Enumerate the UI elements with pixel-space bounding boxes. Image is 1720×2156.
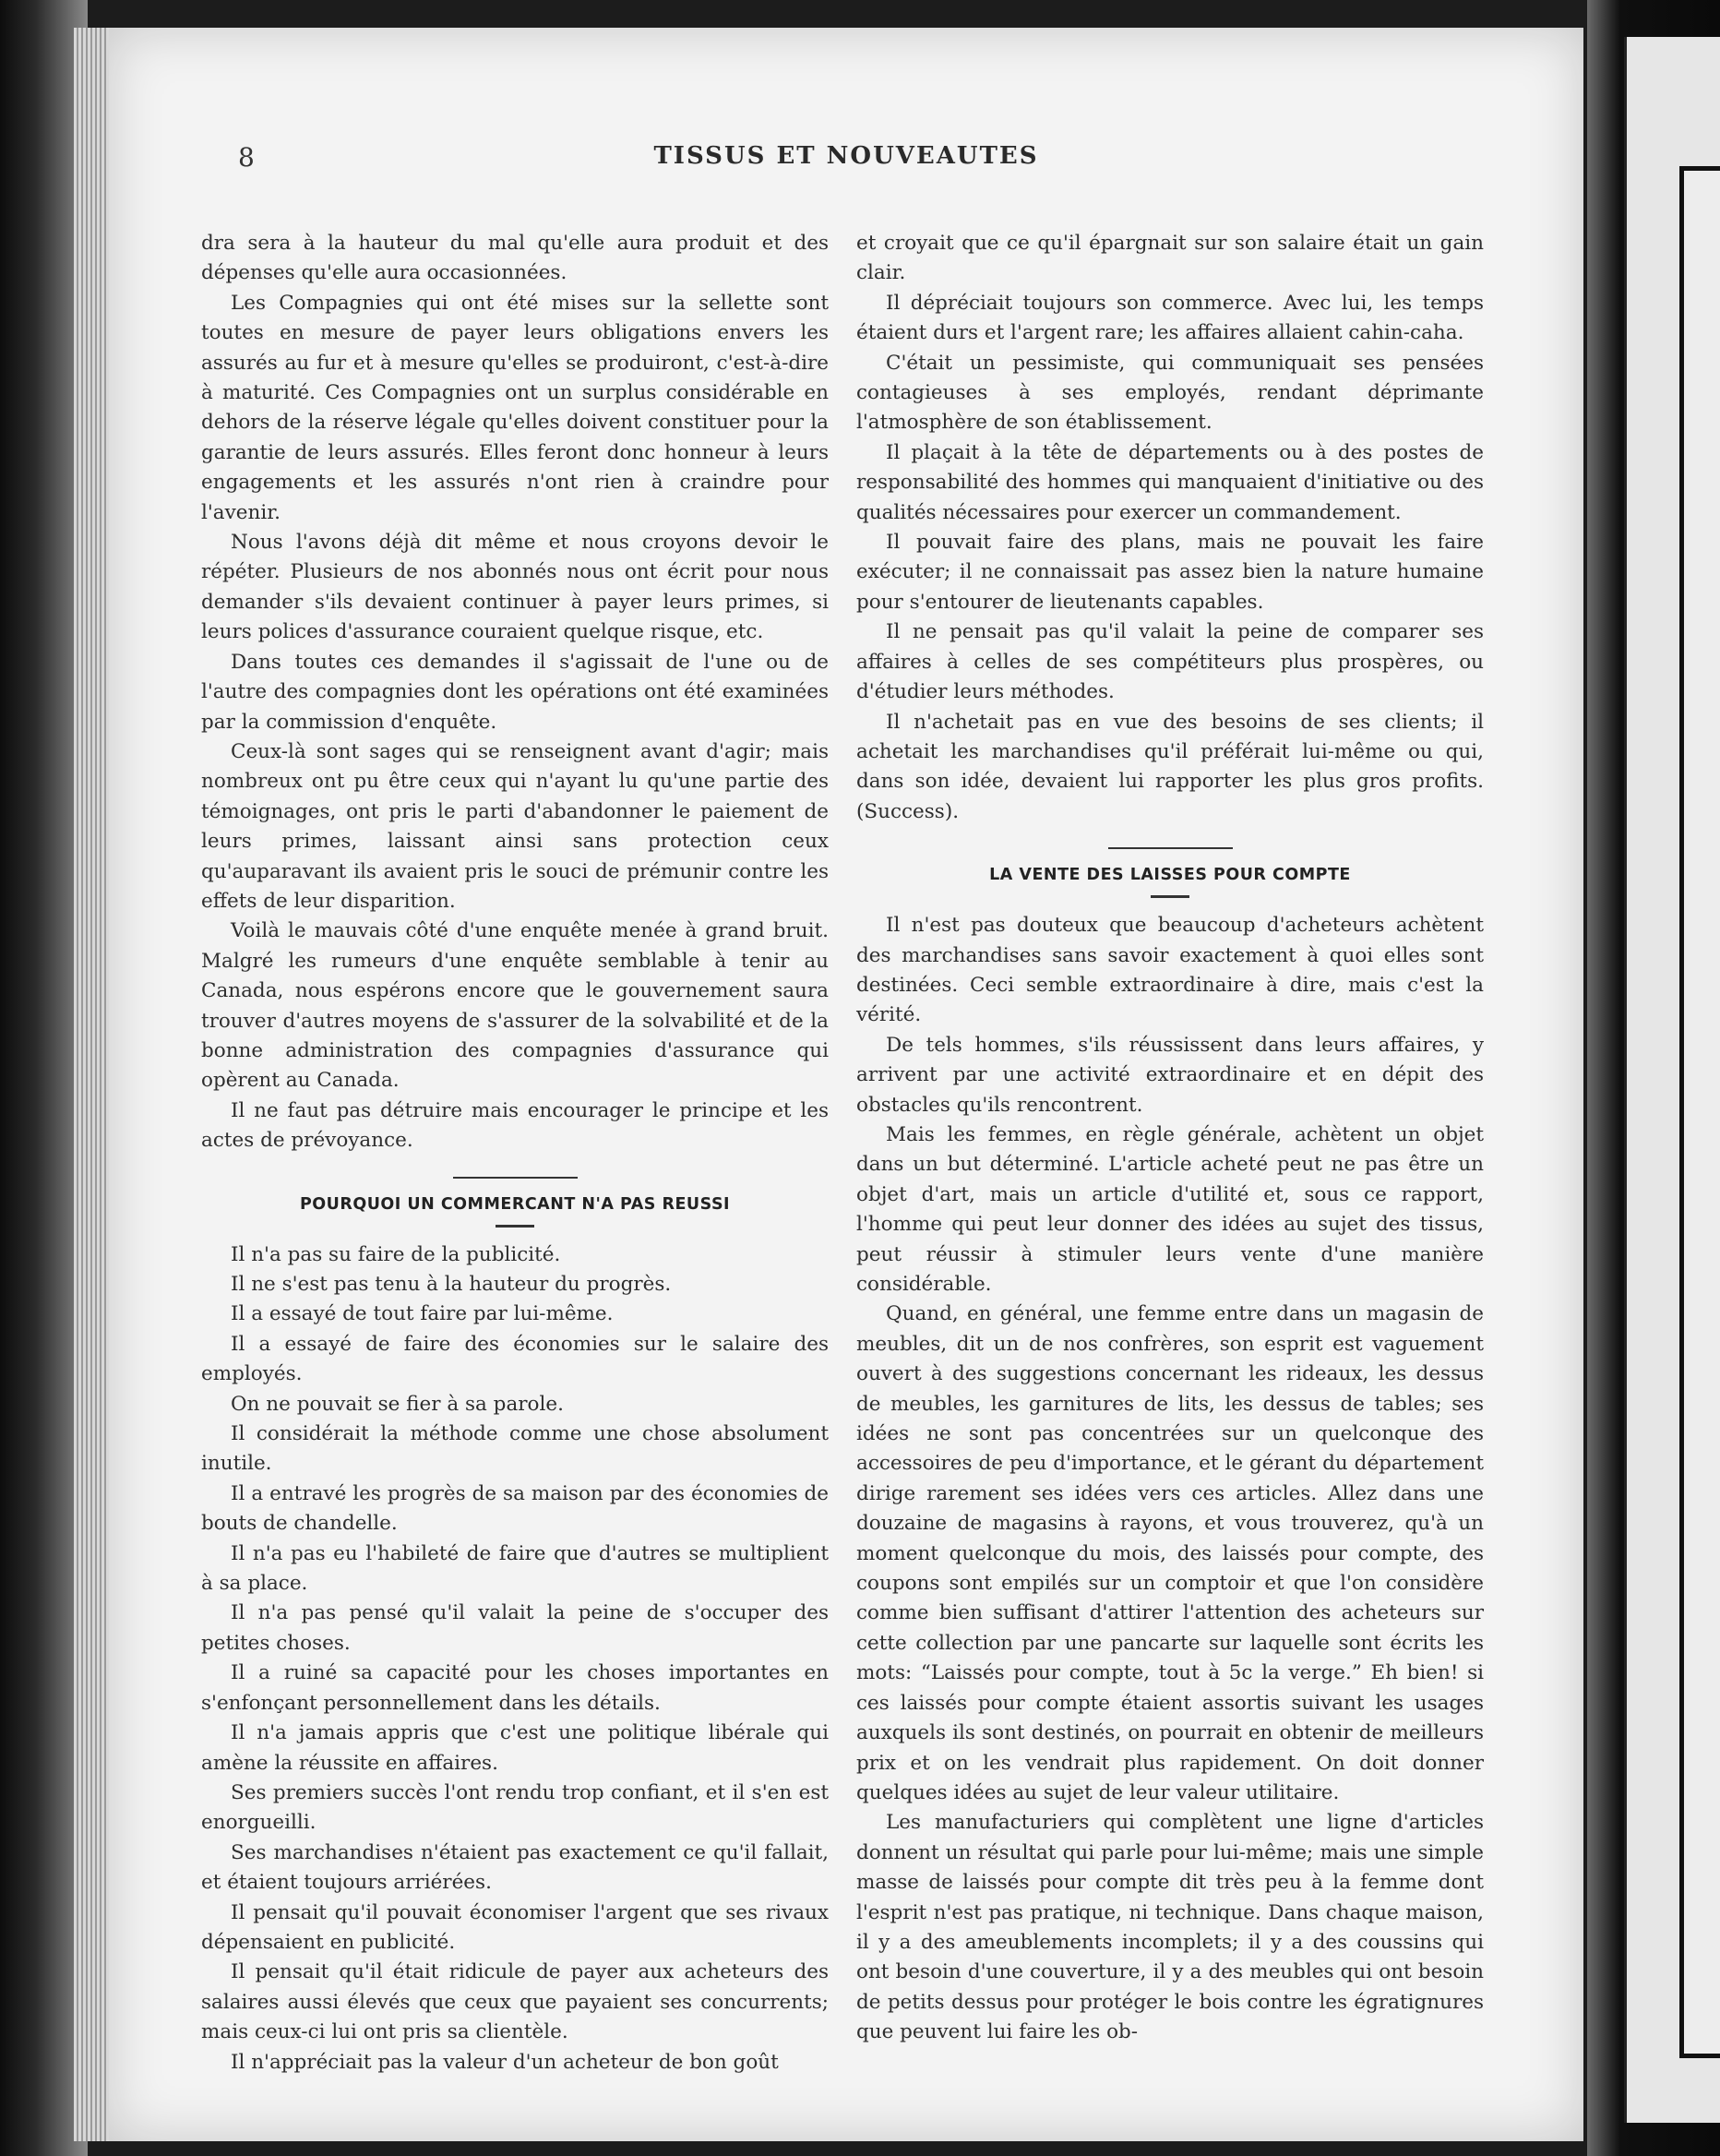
list-item: Il n'a pas pensé qu'il valait la peine de s'occuper des petites choses.	[201, 1601, 829, 1655]
list-item: Il n'achetait pas en vue des besoins de ses clients; il achetait les marchandises qu'il préférait lui-même ou qui, dans son idée, devaient lui rapporter les plus gros profits. (Success).	[856, 710, 1484, 823]
paragraph: Voilà le mauvais côté d'une enquête menée à grand bruit. Malgré les rumeurs d'une enquête semblable à tenir au Canada, nous espérons encore que le gouvernement saura trouver d'autres moyens de s'assurer de la solvabilité et de la bonne administration des compagnies d'assurance qui opèrent au Canada.	[201, 919, 829, 1093]
list-item: C'était un pessimiste, qui communiquait ses pensées contagieuses à ses employés, rendant déprimante l'atmosphère de son établissement.	[856, 351, 1484, 435]
paragraph: Les Compagnies qui ont été mises sur la sellette sont toutes en mesure de payer leurs obligations envers les assurés au fur et à mesure qu'elles se produiront, c'est-à-dire à maturité. Ces Compagnies ont un surplus considérable en dehors de la réserve légale qu'elles doivent constituer pour la garantie de leurs assurés. Elles feront donc honneur à leurs engagements et les assurés n'ont rien à craindre pour l'avenir.	[201, 291, 829, 524]
facing-page-frame	[1679, 166, 1720, 2058]
section-rule	[1108, 847, 1233, 849]
right-column	[856, 229, 1484, 2048]
section-rule-short	[1151, 895, 1189, 898]
paragraph: Mais les femmes, en règle générale, achètent un objet dans un but déterminé. L'article acheté peut ne pas être un objet d'art, mais un article d'utilité et, sous ce rapport, l'homme qui peut leur donner des idées au sujet des tissus, peut réussir à stimuler leurs vente d'une manière considérable.	[856, 1122, 1484, 1296]
list-item: Il a essayé de tout faire par lui-même.	[231, 1302, 614, 1326]
list-item: Il n'a pas su faire de la publicité.	[231, 1242, 561, 1266]
list-item: Il pensait qu'il était ridicule de payer aux acheteurs des salaires aussi élevés que ceux que payaient ses concurrents; mais ceux-ci lui ont pris sa clientèle.	[201, 1960, 829, 2044]
list-item: On ne pouvait se fier à sa parole.	[231, 1392, 564, 1416]
paragraph: Ceux-là sont sages qui se renseignent avant d'agir; mais nombreux ont pu être ceux qui n'ayant lu qu'une partie des témoignages, ont pris le parti d'abandonner le paiement de leurs primes, laissant ainsi sans protection ceux qu'auparavant ils avaient pris le souci de prémunir contre les effets de leur disparition.	[201, 739, 829, 913]
list-item: Il a ruiné sa capacité pour les choses importantes en s'enfonçant personnellement dans les détails.	[201, 1661, 829, 1715]
scanned-page	[109, 28, 1583, 2141]
list-item: Il n'a pas eu l'habileté de faire que d'autres se multiplient à sa place.	[201, 1541, 829, 1596]
section-rule-short	[496, 1225, 534, 1228]
paragraph: Il n'est pas douteux que beaucoup d'acheteurs achètent des marchandises sans savoir exactement à quoi elles sont destinées. Ceci semble extraordinaire à dire, mais c'est la vérité.	[856, 914, 1484, 1027]
list-item: Ses marchandises n'étaient pas exactement ce qu'il fallait, et étaient toujours arriérées.	[201, 1840, 829, 1895]
paragraph: Dans toutes ces demandes il s'agissait de l'une ou de l'autre des compagnies dont les opérations ont été examinées par la commission d'enquête.	[201, 650, 829, 734]
list-item: et croyait que ce qu'il épargnait sur son salaire était un gain clair.	[856, 232, 1484, 285]
paragraph: Nous l'avons déjà dit même et nous croyons devoir le répéter. Plusieurs de nos abonnés nous ont écrit pour nous demander s'ils devaient continuer à payer leurs primes, si leurs polices d'assurance couraient quelque risque, etc.	[201, 531, 829, 644]
page-number: 8	[238, 142, 255, 173]
paragraph: De tels hommes, s'ils réussissent dans leurs affaires, y arrivent par une activité extraordinaire et en dépit des obstacles qu'ils rencontrent.	[856, 1033, 1484, 1117]
page-stack-edge	[74, 28, 111, 2141]
list-item: Il considérait la méthode comme une chose absolument inutile.	[201, 1422, 829, 1476]
list-item: Il n'a jamais appris que c'est une politique libérale qui amène la réussite en affaires.	[201, 1721, 829, 1775]
list-item: Il ne pensait pas qu'il valait la peine de comparer ses affaires à celles de ses compétiteurs plus prospères, ou d'étudier leurs méthodes.	[856, 620, 1484, 704]
left-column	[201, 229, 829, 2078]
section-rule	[453, 1177, 578, 1179]
list-item: Il n'appréciait pas la valeur d'un acheteur de bon goût	[231, 2050, 779, 2074]
paragraph: dra sera à la hauteur du mal qu'elle aura produit et des dépenses qu'elle aura occasionnées.	[201, 232, 829, 285]
list-item: Il a entravé les progrès de sa maison par des économies de bouts de chandelle.	[201, 1481, 829, 1536]
list-item: Il pensait qu'il pouvait économiser l'argent que ses rivaux dépensaient en publicité.	[201, 1900, 829, 1954]
paragraph: Quand, en général, une femme entre dans un magasin de meubles, dit un de nos confrères, son esprit est vaguement ouvert à des suggestions concernant les rideaux, les dessus de meubles, les garnitures de lits, les dessus de tables; ses idées ne sont pas concentrées sur un quelconque des accessoires de peu d'importance, et le gérant du département dirige rarement ses idées vers ces articles. Allez dans une douzaine de magasins à rayons, et vous trouverez, qu'à un moment quelconque du mois, des laissés pour compte, des coupons sont empilés sur un comptoir et que l'on considère comme bien suffisant d'attirer l'attention des acheteurs sur cette collection par une pancarte sur laquelle sont écrits les mots: “Laissés pour compte, tout à 5c la verge.” Eh bien! si ces laissés pour compte étaient assortis suivant les usages auxquels ils sont destinés, on pourrait en obtenir de meilleurs prix et on les vendrait plus rapidement. On doit donner quelques idées au sujet de leur valeur utilitaire.	[856, 1302, 1484, 1804]
paragraph: Les manufacturiers qui complètent une ligne d'articles donnent un résultat qui parle pour lui-même; mais une simple masse de laissés pour compte dit très peu à la femme dont l'esprit n'est pas pratique, ni technique. Dans chaque maison, il y a des ameublements incomplets; il y a des coussins qui ont besoin d'une couverture, il y a des meubles qui ont besoin de petits dessus pour protéger le bois contre les égratignures que peuvent lui faire les ob-	[856, 1811, 1484, 2044]
list-item: Il pouvait faire des plans, mais ne pouvait les faire exécuter; il ne connaissait pas assez bien la nature humaine pour s'entourer de lieutenants capables.	[856, 531, 1484, 614]
list-item: Ses premiers succès l'ont rendu trop confiant, et il s'en est enorgueilli.	[201, 1780, 829, 1835]
list-item: Il dépréciait toujours son commerce. Avec lui, les temps étaient durs et l'argent rare; les affaires allaient cahin-caha.	[856, 291, 1484, 345]
paragraph: Il ne faut pas détruire mais encourager le principe et les actes de prévoyance.	[201, 1098, 829, 1153]
running-title: TISSUS ET NOUVEAUTES	[653, 142, 1039, 170]
section-heading: LA VENTE DES LAISSES POUR COMPTE	[989, 866, 1351, 885]
list-item: Il ne s'est pas tenu à la hauteur du progrès.	[231, 1273, 672, 1296]
list-item: Il a essayé de faire des économies sur le salaire des employés.	[201, 1332, 829, 1386]
list-item: Il plaçait à la tête de départements ou à des postes de responsabilité des hommes qui manquaient d'initiative ou des qualités nécessaires pour exercer un commandement.	[856, 440, 1484, 524]
section-heading: POURQUOI UN COMMERCANT N'A PAS REUSSI	[299, 1194, 731, 1214]
